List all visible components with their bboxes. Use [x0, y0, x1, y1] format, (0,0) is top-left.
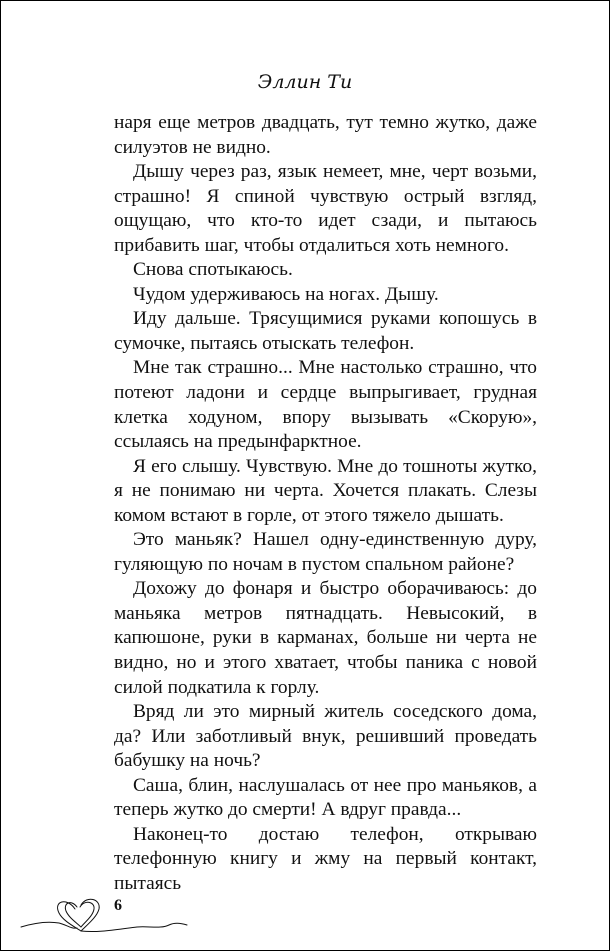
paragraph-8: Это маньяк? Нашел одну-единственную дуру, гуляющую по ночам в пустом спальном районе? [114, 529, 537, 575]
paragraph-4: Чудом удерживаюсь на ногах. Дышу. [133, 283, 439, 305]
body-text [114, 111, 537, 897]
paragraph-5: Иду дальше. Трясущимися руками копошусь в сумочке, пытаясь отыскать телефон. [114, 308, 537, 354]
running-title: Эллин Ти [257, 71, 353, 93]
paragraph-9: Дохожу до фонаря и быстро оборачиваюсь: до маньяка метров пятнадцать. Невысокий, в капюшоне, руки в карманах, больше ни черта не видно, но и этого хватает, чтобы паника с новой силой подкатила к горлу. [114, 578, 537, 698]
heart-ornament-icon [19, 879, 189, 939]
paragraph-6: Мне так страшно... Мне настолько страшно, что потеют ладони и сердце выпрыгивает, грудная клетка ходуном, впору вызывать «Скорую», ссылаясь на предынфарктное. [114, 357, 537, 453]
paragraph-1: наря еще метров двадцать, тут темно жутко, даже силуэтов не видно. [114, 112, 537, 158]
page-number: 6 [114, 897, 122, 914]
paragraph-10: Вряд ли это мирный житель соседского дома, да? Или заботливый внук, решивший проведать бабушку на ночь? [114, 701, 537, 772]
paragraph-7: Я его слышу. Чувствую. Мне до тошноты жутко, я не понимаю ни черта. Хочется плакать. Слезы комом встают в горле, от этого тяжело дышать. [114, 455, 537, 526]
paragraph-11: Саша, блин, наслушалась от нее про маньяков, а теперь жутко до смерти! А вдруг правда... [114, 774, 537, 821]
paragraph-12: Наконец-то достаю телефон, открываю телефонную книгу и жму на первый контакт, пытаясь [114, 823, 537, 894]
paragraph-2: Дышу через раз, язык немеет, мне, черт возьми, страшно! Я спиной чувствую острый взгляд, ощущаю, что кто-то идет сзади, и пытаюсь прибавить шаг, чтобы отдалиться хоть немного. [114, 161, 537, 256]
paragraph-3: Снова спотыкаюсь. [133, 259, 293, 281]
